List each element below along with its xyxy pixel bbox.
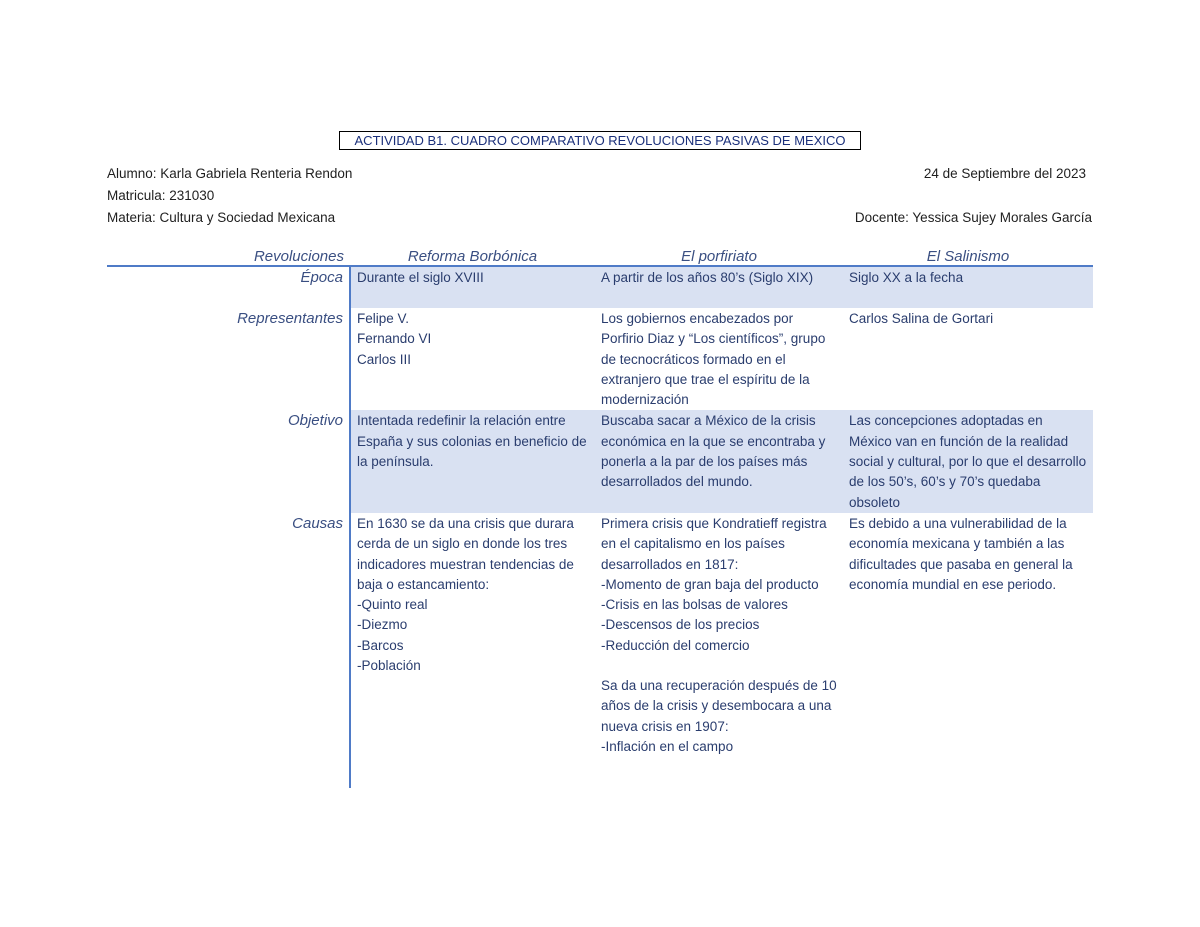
table-cell [843, 308, 1093, 410]
cell-text: Carlos Salina de Gortari [849, 311, 994, 326]
table-cell [595, 513, 843, 788]
table-row [107, 513, 1093, 788]
student-id: Matricula: 231030 [107, 188, 215, 203]
subject: Materia: Cultura y Sociedad Mexicana [107, 210, 336, 225]
cell-text: -Quinto real [357, 597, 428, 613]
document-title: ACTIVIDAD B1. CUADRO COMPARATIVO REVOLUCIONES PASIVAS DE MEXICO [339, 131, 861, 150]
cell-text: En 1630 se da una crisis que durara cerda de un siglo en donde los tres indicadores muestran tendencias de baja o estancamiento: [357, 515, 574, 592]
row-label: Época [107, 266, 350, 308]
table-cell [595, 266, 843, 308]
table-cell [350, 513, 595, 788]
cell-text: -Diezmo [357, 617, 408, 633]
column-header: El porfiriato [595, 243, 843, 266]
cell-text: -Barcos [357, 637, 404, 653]
table-header-row [107, 243, 1093, 266]
table-row [107, 266, 1093, 308]
comparison-table [107, 243, 1093, 788]
table-cell [350, 410, 595, 512]
table-cell [843, 410, 1093, 512]
cell-text: Fernando VI [357, 331, 432, 347]
cell-text: -Inflación en el campo [601, 738, 734, 754]
cell-text: Primera crisis que Kondratieff registra en el capitalismo en los países desarrollados en 1817: [601, 515, 827, 572]
table-row [107, 308, 1093, 410]
table-cell [350, 308, 595, 410]
cell-text: -Reducción del comercio [601, 637, 750, 653]
table-row [107, 410, 1093, 512]
cell-text: A partir de los años 80’s (Siglo XIX) [601, 270, 814, 285]
cell-text: Intentada redefinir la relación entre España y sus colonias en beneficio de la península. [357, 413, 587, 470]
column-header: Reforma Borbónica [350, 243, 595, 266]
cell-text: Felipe V. [357, 311, 410, 326]
column-header: Revoluciones [107, 243, 350, 266]
cell-text: -Crisis en las bolsas de valores [601, 597, 788, 613]
cell-text: Sa da una recuperación después de 10 años de la crisis y desembocara a una nueva crisis en 1907: [601, 678, 837, 734]
column-header: El Salinismo [843, 243, 1093, 266]
cell-text [601, 656, 837, 676]
cell-text: Carlos III [357, 351, 412, 367]
table-cell [595, 308, 843, 410]
teacher: Docente: Yessica Sujey Morales García [854, 210, 1092, 225]
student-name: Alumno: Karla Gabriela Renteria Rendon [107, 166, 353, 181]
cell-text: Buscaba sacar a México de la crisis económica en la que se encontraba y ponerla a la par de los países más desarrollados del mundo. [601, 413, 826, 490]
table-cell [350, 266, 595, 308]
row-label: Representantes [107, 308, 350, 410]
cell-text: Los gobiernos encabezados por Porfirio Diaz y “Los científicos”, grupo de tecnocráticos formado en el extranjero que trae el espíritu de la modernización [601, 311, 826, 408]
table-cell [843, 266, 1093, 308]
cell-text: Siglo XX a la fecha [849, 270, 964, 285]
cell-text: -Descensos de los precios [601, 617, 760, 633]
cell-text: -Población [357, 658, 421, 674]
cell-text: -Momento de gran baja del producto [601, 576, 819, 592]
cell-text: Las concepciones adoptadas en México van en función de la realidad social y cultural, por lo que el desarrollo de los 50’s, 60’s y 70’s quedaba obsoleto [849, 413, 1087, 510]
cell-text: Es debido a una vulnerabilidad de la economía mexicana y también a las dificultades que pasaba en general la economía mundial en ese periodo. [849, 515, 1073, 592]
date: 24 de Septiembre del 2023 [923, 166, 1086, 181]
table-cell [595, 410, 843, 512]
cell-text: Durante el siglo XVIII [357, 270, 484, 285]
row-label: Causas [107, 513, 350, 788]
table-cell [843, 513, 1093, 788]
row-label: Objetivo [107, 410, 350, 512]
